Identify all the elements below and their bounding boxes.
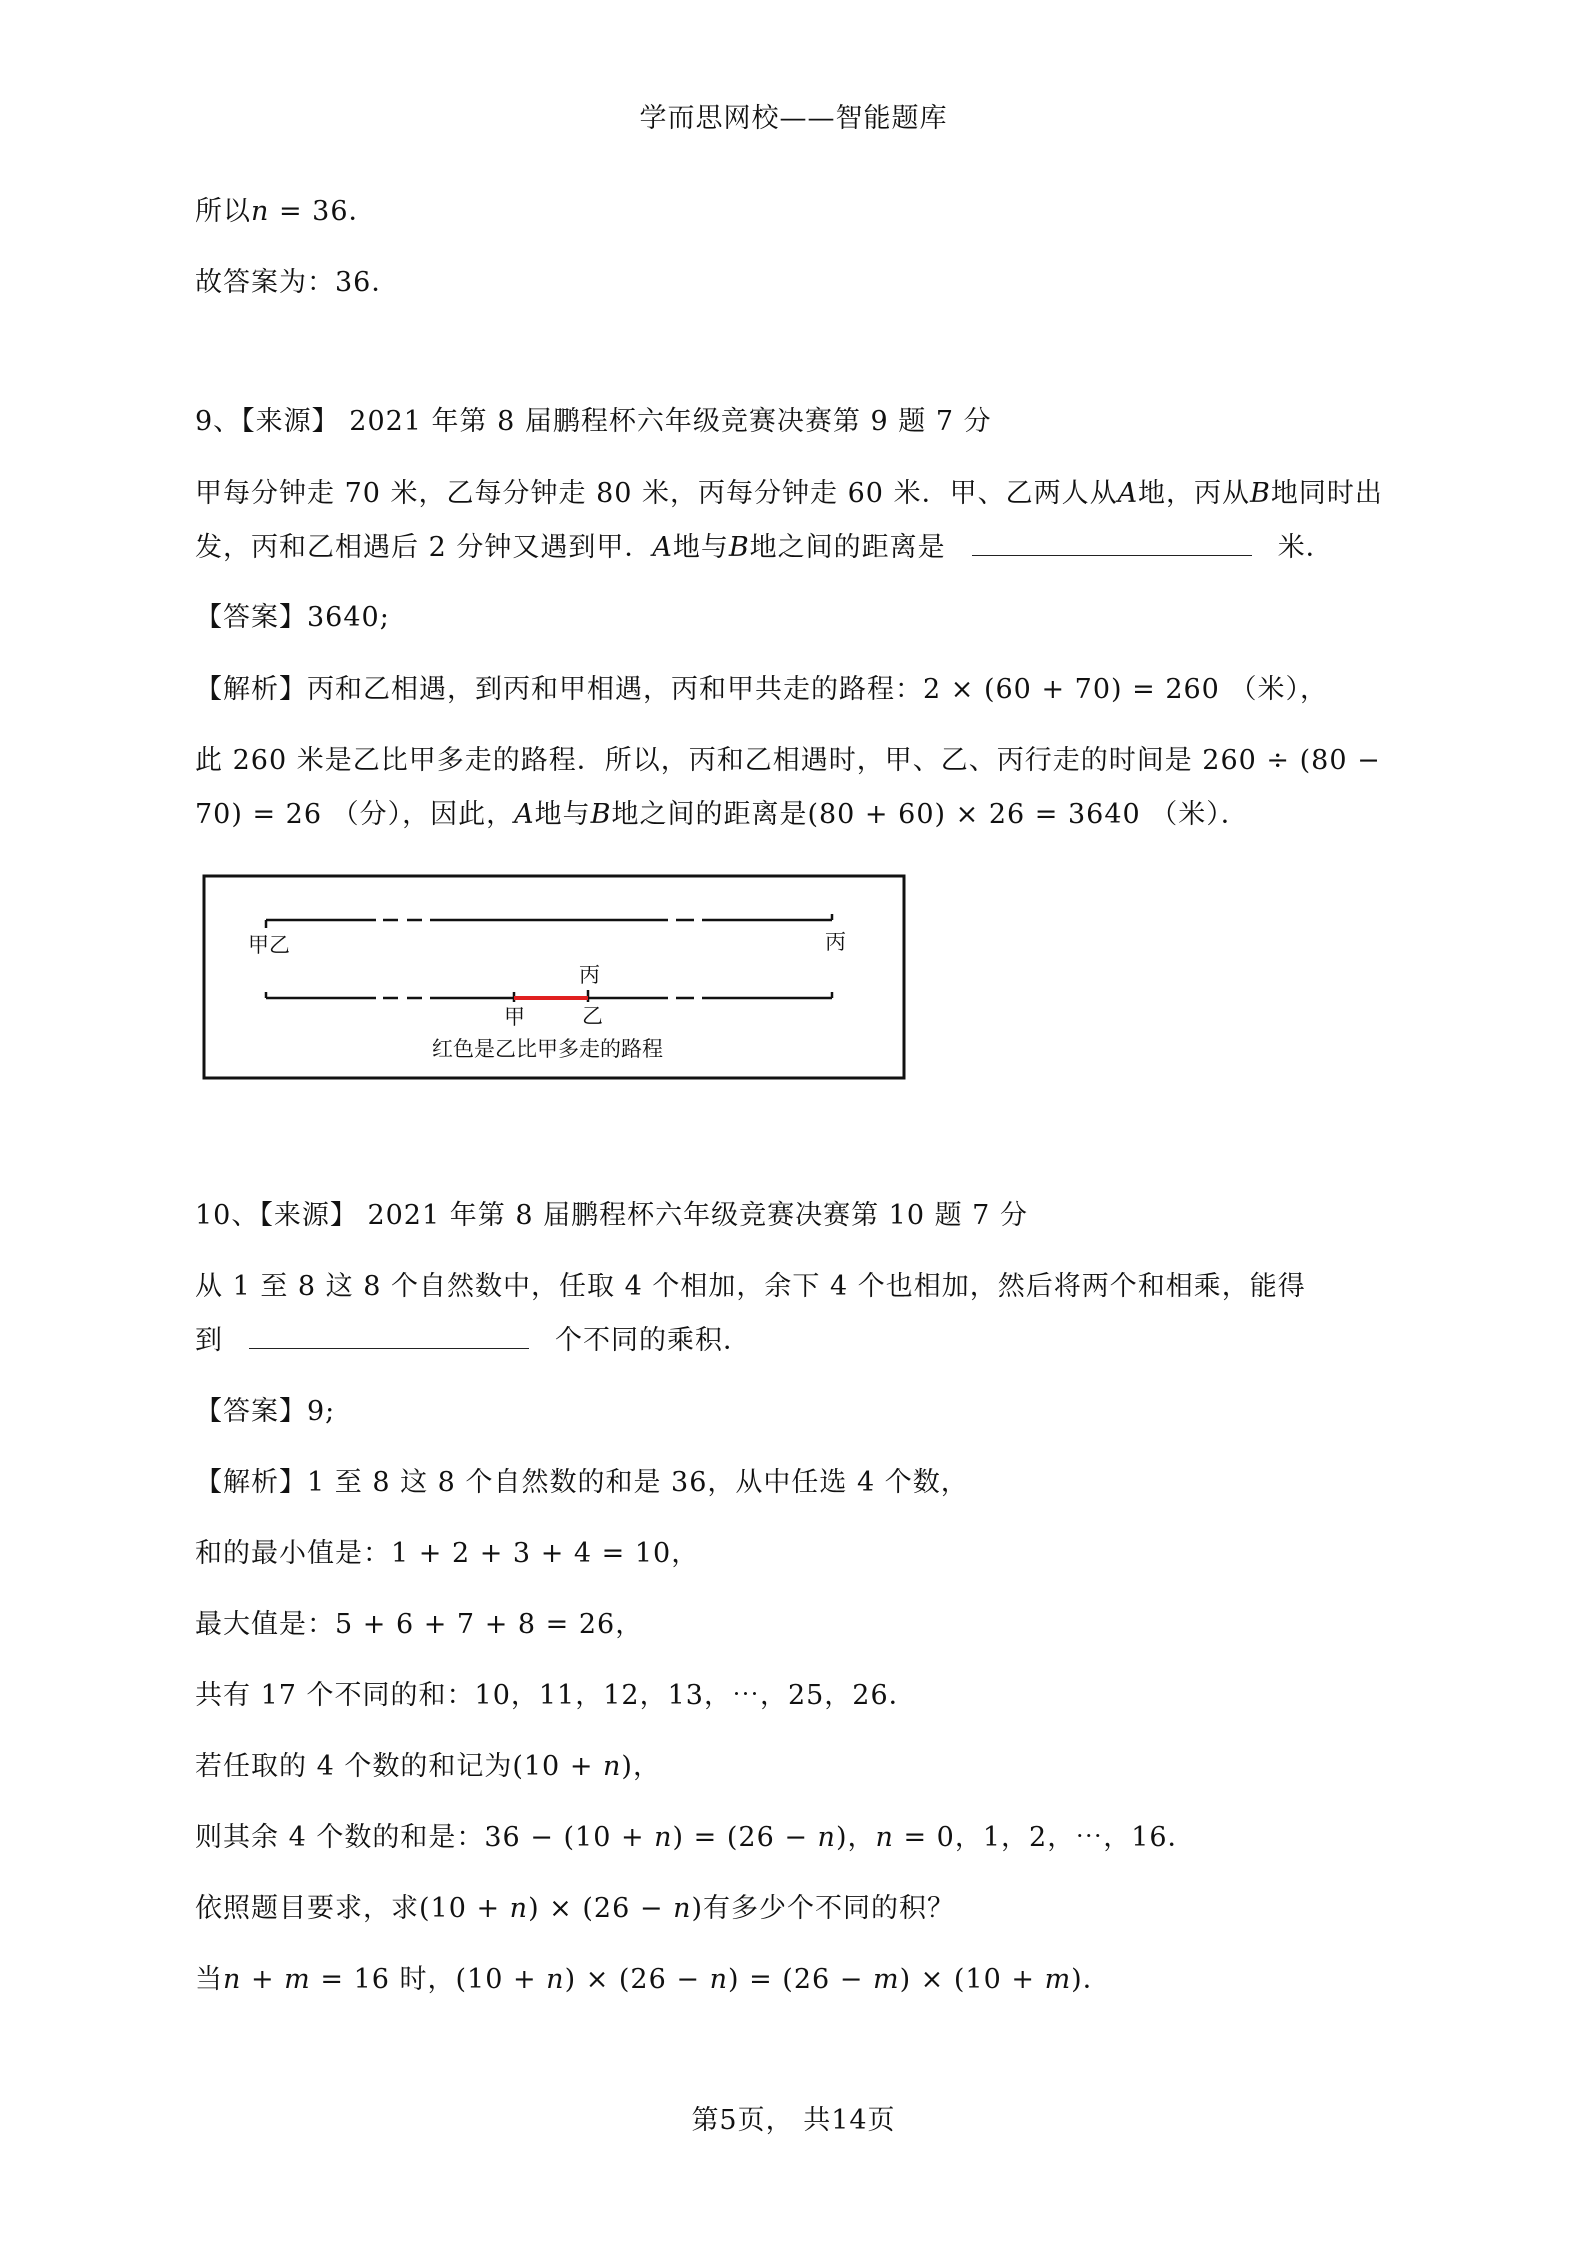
q9-stem-unit: 米． [1277, 532, 1334, 563]
label-jia: 甲 [504, 1005, 525, 1029]
page-header: 学而思网校——智能题库 [639, 103, 948, 134]
text-line: 所以𝑛 = 36． [195, 196, 377, 227]
q10-analysis-line: 【解析】1 至 8 这 8 个自然数的和是 36，从中任选 4 个数， [195, 1467, 969, 1498]
q9-analysis-line2: 此 260 米是乙比甲多走的路程．所以，丙和乙相遇时，甲、乙、丙行走的时间是 260 ÷ (80 − [195, 745, 1381, 776]
route-diagram [200, 872, 908, 1082]
label-jiayi: 甲乙 [248, 933, 290, 957]
q9-stem-line1: 甲每分钟走 70 米，乙每分钟走 80 米，丙每分钟走 60 米．甲、乙两人从𝐴地，丙从𝐵地同时出 [195, 478, 1383, 509]
diagram-caption: 红色是乙比甲多走的路程 [432, 1037, 663, 1061]
q9-stem-line2 [195, 530, 1334, 566]
label-bing-mid: 丙 [579, 963, 600, 987]
answer-blank [249, 1326, 529, 1349]
q9-answer: 【答案】3640; [195, 602, 390, 633]
q10-stem-line1: 从 1 至 8 这 8 个自然数中，任取 4 个相加，余下 4 个也相加，然后将两个和相乘，能得 [195, 1271, 1306, 1302]
q10-analysis-line: 当𝑛 + 𝑚 = 16 时，(10 + 𝑛) × (26 − 𝑛) = (26 − 𝑚) × (10 + 𝑚)． [195, 1964, 1111, 1995]
q10-analysis-line: 共有 17 个不同的和：10，11，12，13，⋯，25，26． [195, 1680, 917, 1711]
q10-analysis-line: 最大值是：5 + 6 + 7 + 8 = 26， [195, 1609, 644, 1640]
q9-stem-text: 发，丙和乙相遇后 2 分钟又遇到甲．𝐴地与𝐵地之间的距离是 [195, 532, 946, 563]
q10-analysis-line: 则其余 4 个数的和是：36 − (10 + 𝑛) = (26 − 𝑛)，𝑛 = 0，1，2，⋯，16． [195, 1822, 1196, 1853]
text-line: 故答案为：36． [195, 267, 400, 298]
q9-title: 9、【来源】 2021 年第 8 届鹏程杯六年级竞赛决赛第 9 题 7 分 [195, 406, 992, 437]
route-diagram-svg [200, 872, 908, 1082]
answer-blank [972, 533, 1252, 556]
q10-stem-text: 到 [195, 1325, 223, 1356]
q9-analysis-line3: 70) = 26 （分），因此，𝐴地与𝐵地之间的距离是(80 + 60) × 26 = 3640 （米）． [195, 799, 1249, 830]
label-bing-top: 丙 [825, 930, 846, 954]
q10-analysis-line: 依照题目要求，求(10 + 𝑛) × (26 − 𝑛)有多少个不同的积？ [195, 1893, 955, 1924]
label-yi: 乙 [582, 1004, 603, 1028]
q10-analysis-line: 和的最小值是：1 + 2 + 3 + 4 = 10， [195, 1538, 700, 1569]
q10-title: 10、【来源】 2021 年第 8 届鹏程杯六年级竞赛决赛第 10 题 7 分 [195, 1200, 1028, 1231]
q10-stem-tail: 个不同的乘积． [555, 1325, 751, 1356]
page-footer: 第5页， 共14页 [691, 2105, 896, 2136]
q10-answer: 【答案】9; [195, 1396, 336, 1427]
q9-analysis-line1: 【解析】丙和乙相遇，到丙和甲相遇，丙和甲共走的路程：2 × (60 + 70) = 260 （米）， [195, 674, 1328, 705]
q10-analysis-line: 若任取的 4 个数的和记为(10 + 𝑛)， [195, 1751, 661, 1782]
q10-stem-line2 [195, 1323, 751, 1359]
top-route-line [266, 914, 832, 928]
